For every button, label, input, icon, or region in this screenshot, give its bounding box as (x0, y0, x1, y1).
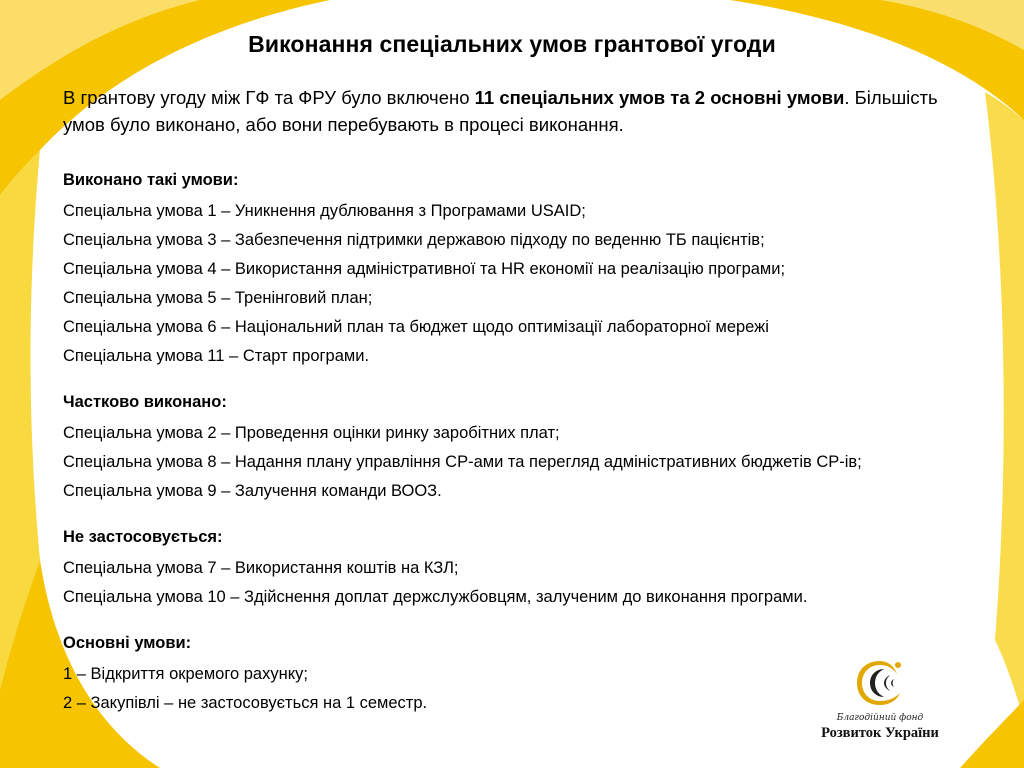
section-heading: Частково виконано: (63, 393, 227, 411)
list-item: 2 – Закупівлі – не застосовується на 1 семестр. (63, 694, 428, 712)
section-completed (63, 167, 978, 367)
list-item: Спеціальна умова 10 – Здійснення доплат держслужбовцям, залученим до виконання програми. (63, 588, 808, 606)
intro-text-bold: 11 спеціальних умов та 2 основні умови (474, 87, 845, 108)
list-item: Спеціальна умова 7 – Використання коштів на КЗЛ; (63, 559, 459, 577)
list-item: Спеціальна умова 9 – Залучення команди ВООЗ. (63, 482, 442, 500)
list-item: Спеціальна умова 8 – Надання плану управління СР-ами та перегляд адміністративних бюджетів СР-ів; (63, 453, 862, 471)
list-item: Спеціальна умова 4 – Використання адміністративної та HR економії на реалізацію програми; (63, 260, 786, 278)
section-partially-completed (63, 389, 978, 502)
section-heading: Виконано такі умови: (63, 171, 239, 189)
foundation-logo (810, 655, 950, 745)
conditions-content (63, 167, 978, 736)
list-item: Спеціальна умова 11 – Старт програми. (63, 347, 370, 365)
section-not-applicable (63, 524, 978, 608)
section-heading: Не застосовується: (63, 528, 223, 546)
slide-title: Виконання спеціальних умов грантової угоди (248, 31, 776, 57)
intro-text-end: . Більшість умов було виконано, або вони перебувають в процесі виконання. (63, 87, 938, 135)
list-item: Спеціальна умова 5 – Тренінговий план; (63, 289, 373, 307)
list-item: Спеціальна умова 2 – Проведення оцінки ринку заробітних плат; (63, 424, 560, 442)
list-item: Спеціальна умова 1 – Уникнення дублювання з Програмами USAID; (63, 202, 586, 220)
intro-text-start: В грантову угоду між ГФ та ФРУ було включено (63, 87, 475, 108)
list-item: Спеціальна умова 6 – Національний план та бюджет щодо оптимізації лабораторної мережі (63, 318, 769, 336)
intro-paragraph (63, 84, 963, 138)
logo-big-text: Розвиток України (821, 725, 939, 741)
section-heading: Основні умови: (63, 634, 192, 652)
list-item: 1 – Відкриття окремого рахунку; (63, 665, 308, 683)
foundation-logo-icon (850, 655, 910, 711)
logo-small-text: Благодійний фонд (836, 713, 924, 723)
list-item: Спеціальна умова 3 – Забезпечення підтримки державою підходу по веденню ТБ пацієнтів; (63, 231, 765, 249)
